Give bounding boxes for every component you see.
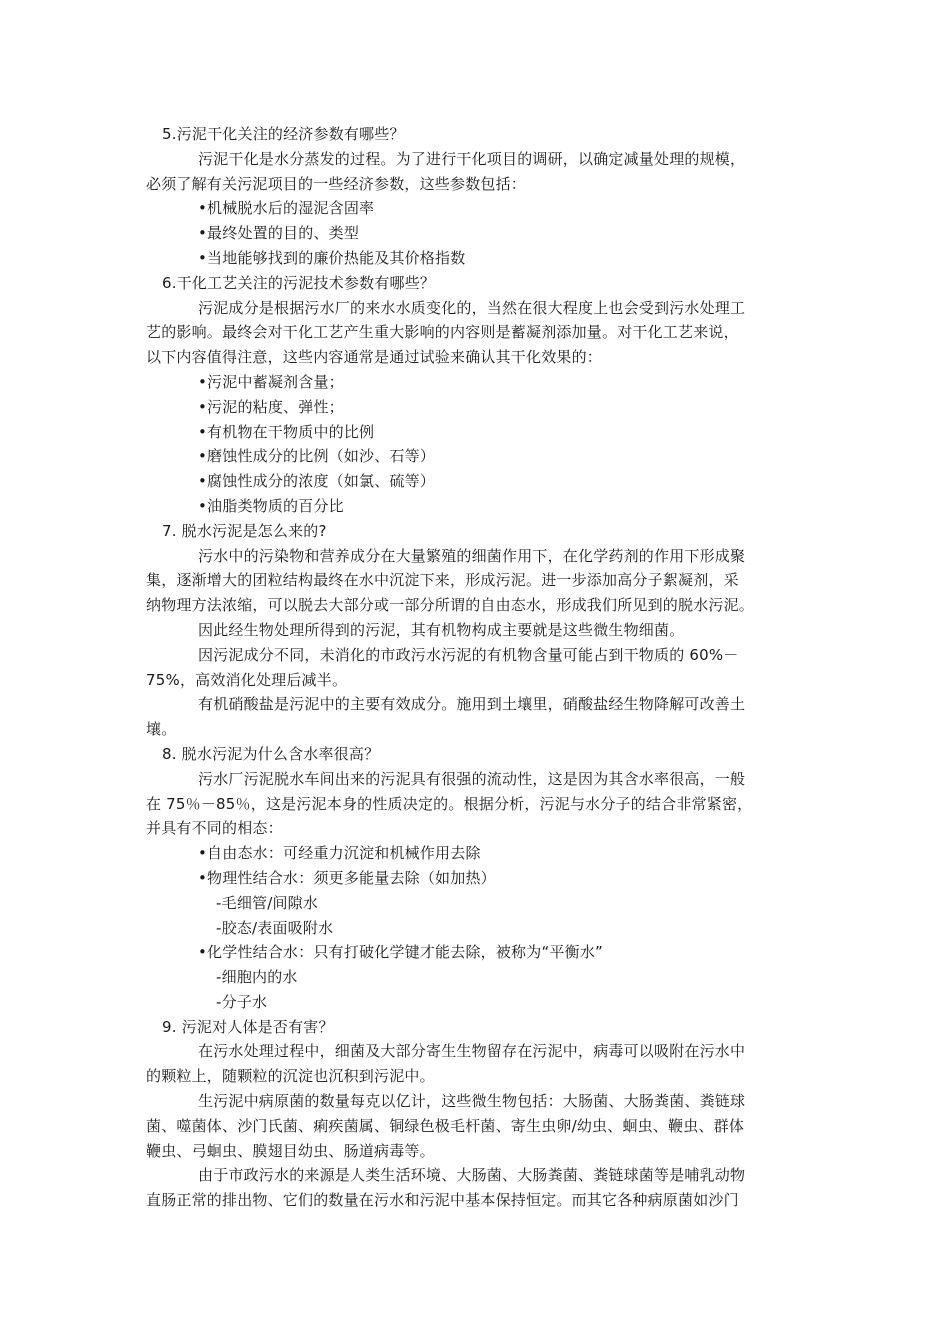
- paragraph-line: 菌、噬菌体、沙门氏菌、痢疾菌属、铜绿色极毛杆菌、寄生虫卵/幼虫、蛔虫、鞭虫、群体: [146, 1116, 745, 1135]
- bullet-item: •物理性结合水：须更多能量去除（如加热）: [198, 868, 496, 887]
- paragraph-line: 因此经生物处理所得到的污泥，其有机物构成主要就是这些微生物细菌。: [198, 620, 685, 639]
- sub-item: -毛细管/间隙水: [216, 893, 319, 912]
- sub-item: -细胞内的水: [216, 968, 298, 987]
- section-heading: 9. 污泥对人体是否有害？: [162, 1017, 334, 1036]
- paragraph-line: 以下内容值得注意，这些内容通常是通过试验来确认其干化效果的：: [146, 348, 603, 367]
- sub-item: -胶态/表面吸附水: [216, 918, 334, 937]
- bullet-item: •油脂类物质的百分比: [198, 496, 344, 515]
- paragraph-line: 必须了解有关污泥项目的一些经济参数，这些参数包括：: [146, 174, 527, 193]
- paragraph-line: 生污泥中病原菌的数量每克以亿计，这些微生物包括：大肠菌、大肠粪菌、粪链球: [198, 1092, 746, 1111]
- document-body: [146, 122, 810, 1213]
- bullet-item: •腐蚀性成分的浓度（如氯、硫等）: [198, 472, 436, 491]
- bullet-item: •污泥中蓄凝剂含量；: [198, 372, 344, 391]
- paragraph-line: 并具有不同的相态：: [146, 819, 283, 838]
- paragraph-line: 壤。: [146, 720, 177, 739]
- paragraph-line: 鞭虫、弓蛔虫、膜翅目幼虫、肠道病毒等。: [146, 1141, 435, 1160]
- paragraph-line: 直肠正常的排出物、它们的数量在污水和污泥中基本保持恒定。而其它各种病原菌如沙门: [146, 1191, 739, 1210]
- bullet-item: •当地能够找到的廉价热能及其价格指数: [198, 248, 466, 267]
- sub-item: -分子水: [216, 992, 268, 1011]
- paragraph-line: 因污泥成分不同，未消化的市政污水污泥的有机物含量可能占到干物质的 60%－: [198, 645, 739, 664]
- section-heading: 6.干化工艺关注的污泥技术参数有哪些？: [162, 273, 436, 292]
- bullet-item: •磨蚀性成分的比例（如沙、石等）: [198, 447, 436, 466]
- paragraph-line: 75%，高效消化处理后减半。: [146, 670, 348, 689]
- bullet-item: •机械脱水后的湿泥含固率: [198, 199, 375, 218]
- paragraph-line: 艺的影响。最终会对干化工艺产生重大影响的内容则是蓄凝剂添加量。对干化工艺来说，: [146, 323, 739, 342]
- paragraph-line: 污泥干化是水分蒸发的过程。为了进行干化项目的调研，以确定减量处理的规模，: [198, 149, 746, 168]
- bullet-item: •化学性结合水：只有打破化学键才能去除，被称为“平衡水”: [198, 943, 603, 962]
- bullet-item: •有机物在干物质中的比例: [198, 422, 375, 441]
- bullet-item: •最终处置的目的、类型: [198, 224, 360, 243]
- paragraph-line: 有机硝酸盐是污泥中的主要有效成分。施用到土壤里，硝酸盐经生物降解可改善土: [198, 695, 746, 714]
- section-heading: 7. 脱水污泥是怎么来的?: [162, 521, 327, 540]
- section-heading: 5.污泥干化关注的经济参数有哪些？: [162, 125, 405, 143]
- paragraph-line: 污水中的污染物和营养成分在大量繁殖的细菌作用下，在化学药剂的作用下形成聚: [198, 546, 746, 565]
- paragraph-line: 集，逐渐增大的团粒结构最终在水中沉淀下来，形成污泥。进一步添加高分子絮凝剂，采: [146, 571, 739, 590]
- paragraph-line: 的颗粒上，随颗粒的沉淀也沉积到污泥中。: [146, 1067, 435, 1086]
- paragraph-line: 污水厂污泥脱水车间出来的污泥具有很强的流动性，这是因为其含水率很高，一般: [198, 769, 746, 788]
- bullet-item: •自由态水：可经重力沉淀和机械作用去除: [198, 844, 481, 863]
- paragraph-line: 在 75％－85％，这是污泥本身的性质决定的。根据分析，污泥与水分子的结合非常紧密，: [146, 794, 753, 813]
- bullet-item: •污泥的粘度、弹性；: [198, 397, 344, 416]
- paragraph-line: 污泥成分是根据污水厂的来水水质变化的，当然在很大程度上也会受到污水处理工: [198, 298, 746, 317]
- paragraph-line: 由于市政污水的来源是人类生活环境、大肠菌、大肠粪菌、粪链球菌等是哺乳动物: [198, 1166, 746, 1185]
- paragraph-line: 纳物理方法浓缩，可以脱去大部分或一部分所谓的自由态水，形成我们所见到的脱水污泥。: [146, 596, 755, 615]
- section-heading: 8. 脱水污泥为什么含水率很高？: [162, 744, 380, 763]
- paragraph-line: 在污水处理过程中，细菌及大部分寄生生物留存在污泥中，病毒可以吸附在污水中: [198, 1042, 746, 1061]
